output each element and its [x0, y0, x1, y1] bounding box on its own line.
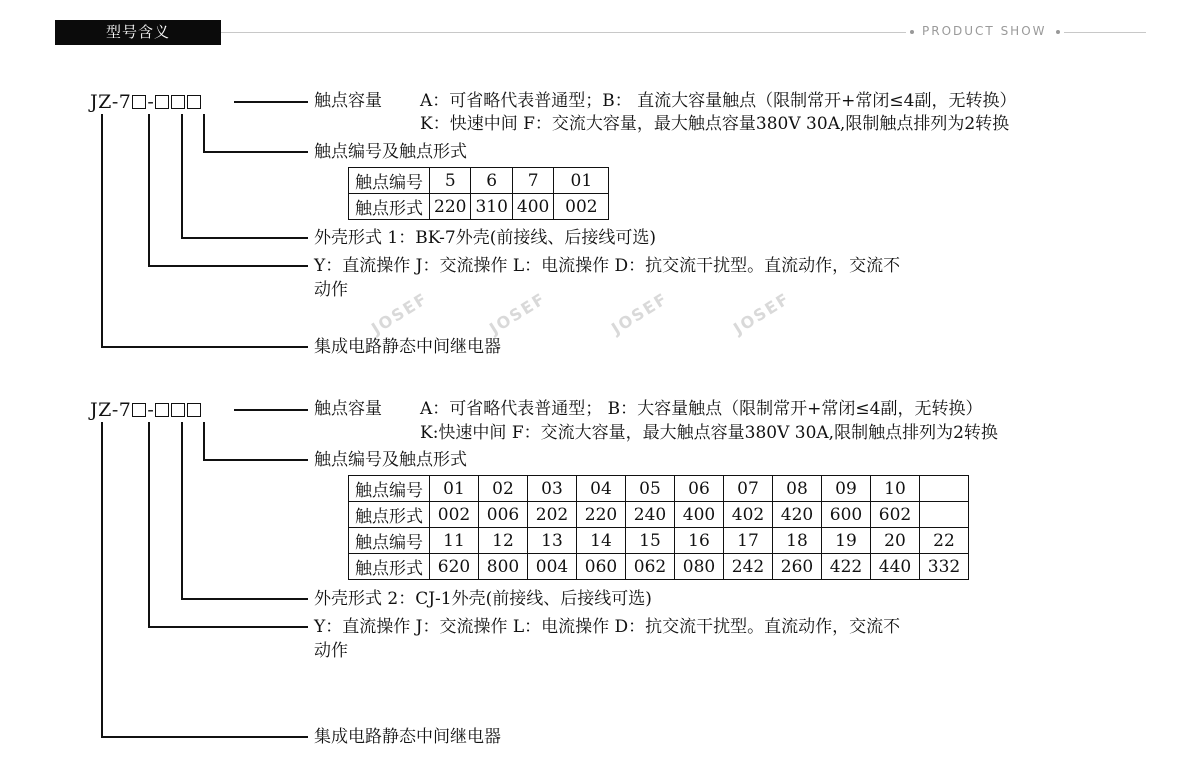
- table-cell: 060: [577, 554, 626, 580]
- table-cell: 602: [871, 502, 920, 528]
- code-dash: -: [147, 399, 155, 421]
- relay-description: 集成电路静态中间继电器: [314, 727, 501, 747]
- table-cell: 220: [430, 194, 471, 220]
- table-cell: 240: [626, 502, 675, 528]
- model-prefix: JZ-7: [90, 399, 132, 421]
- table-row: [349, 194, 609, 220]
- table-cell: 332: [920, 554, 969, 580]
- leader-line: [148, 422, 150, 627]
- table-cell: 15: [626, 528, 675, 554]
- table-cell: 08: [773, 476, 822, 502]
- contact-table: [348, 475, 969, 580]
- table-cell: 6: [471, 168, 512, 194]
- operation-text-line-1: Y：直流操作 J：交流操作 L：电流操作 D：抗交流干扰型。直流动作，交流不: [314, 617, 901, 637]
- table-cell: 触点形式: [349, 502, 430, 528]
- table-cell: [920, 476, 969, 502]
- table-cell: 062: [626, 554, 675, 580]
- leader-line: [148, 265, 308, 267]
- operation-text-line-2: 动作: [314, 641, 348, 661]
- leader-line: [234, 409, 308, 411]
- relay-description: 集成电路静态中间继电器: [314, 337, 501, 357]
- table-cell: 12: [479, 528, 528, 554]
- code-slot-box: [187, 403, 201, 417]
- table-cell: 422: [822, 554, 871, 580]
- housing-text: 外壳形式 1：BK-7外壳(前接线、后接线可选): [314, 228, 656, 248]
- contact-number-label: 触点编号及触点形式: [314, 450, 467, 470]
- watermark: JOSEF: [368, 288, 432, 339]
- leader-line: [203, 114, 205, 152]
- table-cell: 002: [430, 502, 479, 528]
- capacity-line-2: K:快速中间 F：交流大容量，最大触点容量380V 30A,限制触点排列为2转换: [420, 423, 998, 443]
- capacity-label: 触点容量: [314, 91, 382, 111]
- table-cell: 触点形式: [349, 554, 430, 580]
- table-cell: 触点编号: [349, 476, 430, 502]
- table-cell: 402: [724, 502, 773, 528]
- leader-line: [148, 626, 308, 628]
- table-cell: 400: [512, 194, 553, 220]
- table-cell: 22: [920, 528, 969, 554]
- table-cell: 19: [822, 528, 871, 554]
- table-cell: 420: [773, 502, 822, 528]
- leader-line: [101, 736, 308, 738]
- table-cell: [920, 502, 969, 528]
- table-cell: 01: [430, 476, 479, 502]
- code-slot-box: [132, 403, 146, 417]
- code-slot-box: [171, 403, 185, 417]
- code-slot-box: [187, 95, 201, 109]
- table-cell: 02: [479, 476, 528, 502]
- table-cell: 440: [871, 554, 920, 580]
- table-cell: 触点编号: [349, 528, 430, 554]
- capacity-line-1: A：可省略代表普通型； B：大容量触点（限制常开+常闭≤4副，无转换）: [420, 399, 983, 419]
- operation-text-line-2: 动作: [314, 280, 348, 300]
- model-prefix: JZ-7: [90, 91, 132, 113]
- table-cell: 18: [773, 528, 822, 554]
- table-cell: 600: [822, 502, 871, 528]
- leader-line: [181, 237, 308, 239]
- table-cell: 13: [528, 528, 577, 554]
- header-dot-left: [910, 30, 914, 34]
- table-cell: 002: [554, 194, 609, 220]
- header-divider-left: [221, 32, 906, 33]
- watermark: JOSEF: [486, 288, 550, 339]
- operation-text-line-1: Y：直流操作 J：交流操作 L：电流操作 D：抗交流干扰型。直流动作，交流不: [314, 256, 901, 276]
- code-slot-box: [155, 95, 169, 109]
- table-cell: 14: [577, 528, 626, 554]
- table-cell: 004: [528, 554, 577, 580]
- table-cell: 11: [430, 528, 479, 554]
- code-slot-box: [132, 95, 146, 109]
- table-cell: 242: [724, 554, 773, 580]
- leader-line: [181, 114, 183, 238]
- capacity-line-2: K：快速中间 F：交流大容量，最大触点容量380V 30A,限制触点排列为2转换: [420, 114, 1010, 134]
- header-divider-right: [1064, 32, 1146, 33]
- table-cell: 03: [528, 476, 577, 502]
- table-cell: 06: [675, 476, 724, 502]
- table-row: [349, 528, 969, 554]
- table-row: [349, 502, 969, 528]
- capacity-line-1: A：可省略代表普通型；B： 直流大容量触点（限制常开+常闭≤4副，无转换）: [420, 91, 1017, 111]
- watermark: JOSEF: [608, 288, 672, 339]
- model-code: [90, 90, 202, 114]
- leader-line: [148, 114, 150, 266]
- contact-number-label: 触点编号及触点形式: [314, 142, 467, 162]
- table-cell: 10: [871, 476, 920, 502]
- contact-table: [348, 167, 609, 220]
- capacity-label: 触点容量: [314, 399, 382, 419]
- table-cell: 260: [773, 554, 822, 580]
- leader-line: [181, 422, 183, 599]
- table-cell: 04: [577, 476, 626, 502]
- leader-line: [203, 459, 308, 461]
- table-cell: 09: [822, 476, 871, 502]
- table-cell: 400: [675, 502, 724, 528]
- table-cell: 07: [724, 476, 773, 502]
- code-dash: -: [147, 91, 155, 113]
- table-cell: 20: [871, 528, 920, 554]
- table-cell: 17: [724, 528, 773, 554]
- table-cell: 触点编号: [349, 168, 430, 194]
- leader-line: [181, 598, 308, 600]
- table-cell: 16: [675, 528, 724, 554]
- table-cell: 310: [471, 194, 512, 220]
- table-row: [349, 554, 969, 580]
- table-cell: 006: [479, 502, 528, 528]
- table-cell: 5: [430, 168, 471, 194]
- table-cell: 202: [528, 502, 577, 528]
- table-cell: 01: [554, 168, 609, 194]
- leader-line: [101, 422, 103, 737]
- table-cell: 7: [512, 168, 553, 194]
- table-cell: 触点形式: [349, 194, 430, 220]
- product-show-label: PRODUCT SHOW: [922, 24, 1047, 38]
- watermark: JOSEF: [730, 288, 794, 339]
- table-row: [349, 168, 609, 194]
- leader-line: [101, 114, 103, 347]
- leader-line: [203, 151, 308, 153]
- table-cell: 800: [479, 554, 528, 580]
- code-slot-box: [171, 95, 185, 109]
- header-dot-right: [1056, 30, 1060, 34]
- leader-line: [101, 346, 308, 348]
- table-row: [349, 476, 969, 502]
- section-title-tab: 型号含义: [55, 20, 221, 45]
- table-cell: 620: [430, 554, 479, 580]
- table-cell: 220: [577, 502, 626, 528]
- model-code: [90, 398, 202, 422]
- code-slot-box: [155, 403, 169, 417]
- table-cell: 05: [626, 476, 675, 502]
- table-cell: 080: [675, 554, 724, 580]
- leader-line: [203, 422, 205, 460]
- leader-line: [234, 101, 308, 103]
- housing-text: 外壳形式 2：CJ-1外壳(前接线、后接线可选): [314, 589, 652, 609]
